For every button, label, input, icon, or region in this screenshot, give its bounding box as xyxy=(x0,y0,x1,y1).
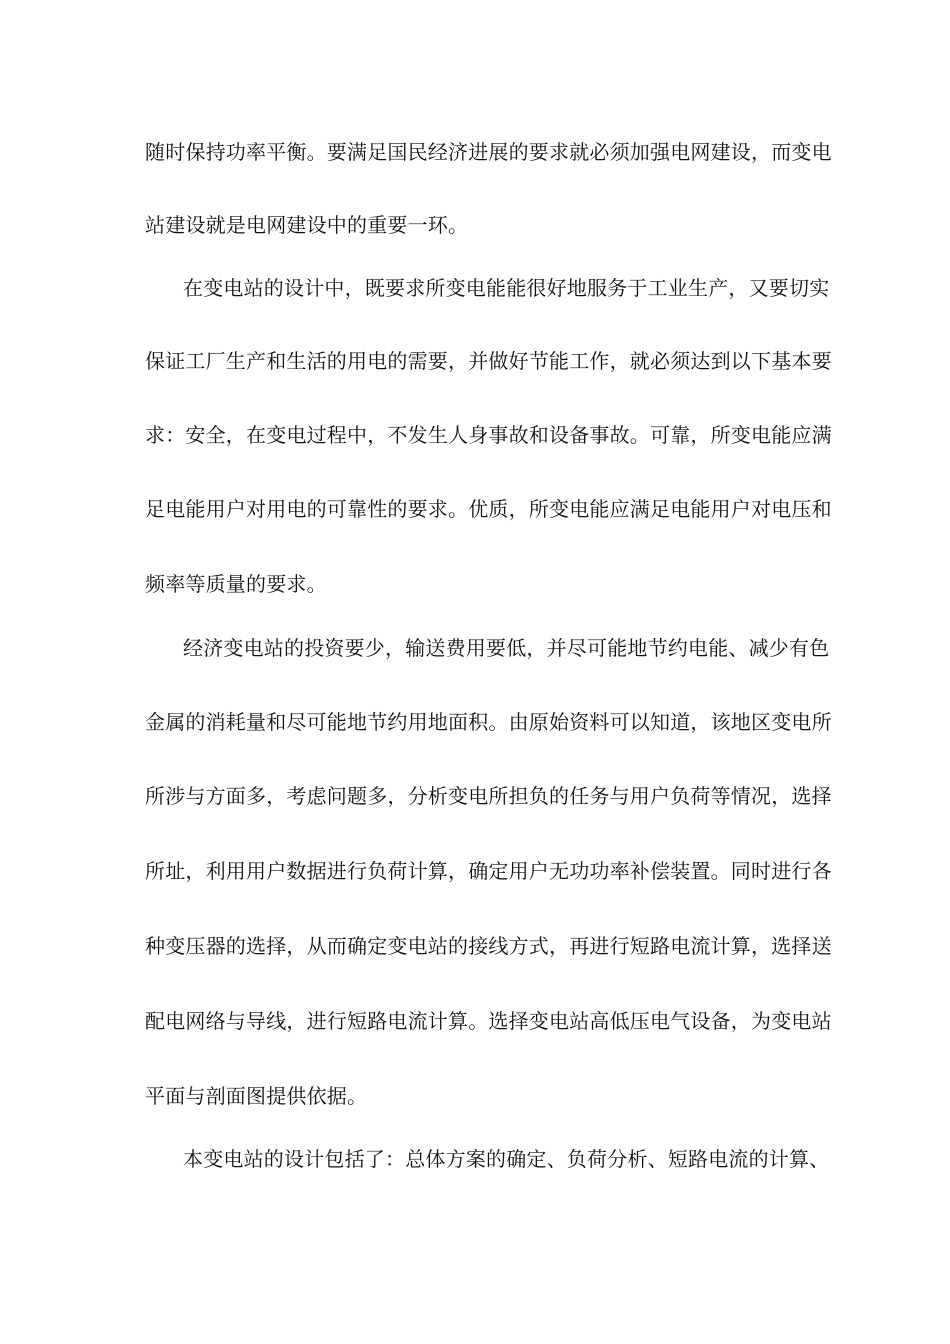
text-line: 随时保持功率平衡。要满足国民经济进展的要求就必须加强电网建设，而变电 xyxy=(145,140,832,164)
text-line: 平面与剖面图提供依据。 xyxy=(145,1084,368,1108)
text-line: 求：安全，在变电过程中，不发生人身事故和设备事故。可靠，所变电能应满 xyxy=(145,423,832,447)
text-line: 配电网络与导线，进行短路电流计算。选择变电站高低压电气设备，为变电站 xyxy=(145,1009,832,1033)
paragraph-first-line: 经济变电站的投资要少，输送费用要低，并尽可能地节约电能、减少有色 xyxy=(183,636,830,660)
paragraph-first-line: 在变电站的设计中，既要求所变电能能很好地服务于工业生产，又要切实 xyxy=(183,276,830,300)
text-line: 金属的消耗量和尽可能地节约用地面积。由原始资料可以知道，该地区变电所 xyxy=(145,710,832,734)
text-line: 所涉与方面多，考虑问题多，分析变电所担负的任务与用户负荷等情况，选择 xyxy=(145,784,832,808)
text-line: 所址，利用用户数据进行负荷计算，确定用户无功功率补偿装置。同时进行各 xyxy=(145,859,832,883)
text-line: 站建设就是电网建设中的重要一环。 xyxy=(145,213,469,237)
text-line: 种变压器的选择，从而确定变电站的接线方式，再进行短路电流计算，选择送 xyxy=(145,934,832,958)
text-line: 频率等质量的要求。 xyxy=(145,572,327,596)
text-line: 保证工厂生产和生活的用电的需要，并做好节能工作，就必须达到以下基本要 xyxy=(145,349,832,373)
text-line: 足电能用户对用电的可靠性的要求。优质，所变电能应满足电能用户对电压和 xyxy=(145,497,832,521)
paragraph-first-line: 本变电站的设计包括了：总体方案的确定、负荷分析、短路电流的计算、 xyxy=(183,1147,830,1171)
